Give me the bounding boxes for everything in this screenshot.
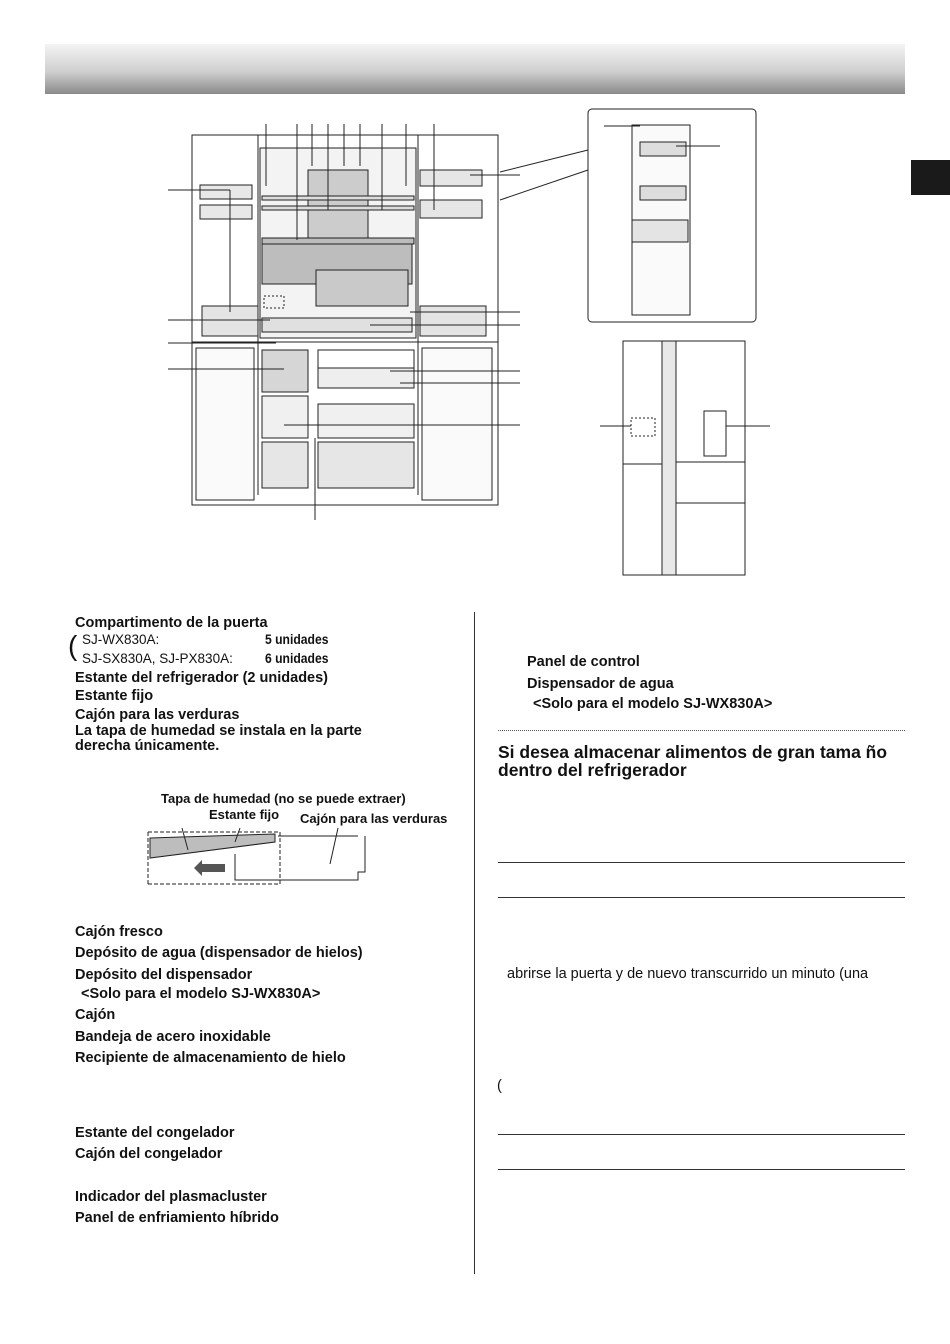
inset-label-drawer: Cajón para las verduras [300, 811, 448, 826]
inset-label-shelf: Estante fijo [209, 807, 280, 822]
model-sx-px830a: SJ-SX830A, SJ-PX830A: [82, 651, 233, 666]
note-humidity-lid-1: La tapa de humedad se instala en la parte [75, 723, 362, 739]
inset-drawer-diagram [140, 820, 380, 890]
label-drawer: Cajón [75, 1007, 116, 1023]
label-freezer-shelf: Estante del congelador [75, 1125, 235, 1141]
model-sx-px830a-count: 6 unidades [265, 651, 329, 666]
rule-2 [498, 897, 905, 898]
model-wx830a: SJ-WX830A: [82, 632, 160, 647]
label-water-dispenser-model: <Solo para el modelo SJ-WX830A> [533, 696, 773, 712]
column-divider [474, 612, 475, 1274]
rule-3 [498, 1134, 905, 1135]
note-humidity-lid-2: derecha únicamente. [75, 738, 220, 754]
label-freezer-drawer: Cajón del congelador [75, 1146, 223, 1162]
label-fixed-shelf: Estante fijo [75, 688, 154, 704]
inset-label-lid: Tapa de humedad (no se puede extraer) [161, 791, 406, 806]
refrigerator-illustration [0, 0, 950, 600]
rule-4 [498, 1169, 905, 1170]
label-control-panel: Panel de control [527, 654, 640, 670]
rule-1 [498, 862, 905, 863]
label-water-tank: Depósito de agua (dispensador de hielos) [75, 945, 363, 961]
label-hybrid-panel: Panel de enfriamiento híbrido [75, 1210, 279, 1226]
label-fridge-shelf: Estante del refrigerador (2 unidades) [75, 670, 329, 686]
label-ice-container: Recipiente de almacenamiento de hielo [75, 1050, 346, 1066]
label-dispenser-model-note: <Solo para el modelo SJ-WX830A> [81, 986, 321, 1002]
body-paren: ( [497, 1078, 502, 1094]
label-door-compartment: Compartimento de la puerta [75, 615, 268, 631]
label-steel-tray: Bandeja de acero inoxidable [75, 1029, 271, 1045]
body-text-line: abrirse la puerta y de nuevo transcurrido un minuto (una [507, 966, 869, 982]
section-title: Si desea almacenar alimentos de gran tama ño dentro del refrigerador [498, 742, 888, 780]
label-vegetable-drawer: Cajón para las verduras [75, 707, 240, 723]
label-water-dispenser: Dispensador de agua [527, 676, 674, 692]
label-plasmacluster: Indicador del plasmacluster [75, 1189, 267, 1205]
bracket-paren: ( [68, 630, 78, 661]
model-wx830a-count: 5 unidades [265, 632, 329, 647]
label-dispenser-tank: Depósito del dispensador [75, 967, 253, 983]
dotted-separator [498, 730, 905, 731]
label-fresh-drawer: Cajón fresco [75, 924, 163, 940]
